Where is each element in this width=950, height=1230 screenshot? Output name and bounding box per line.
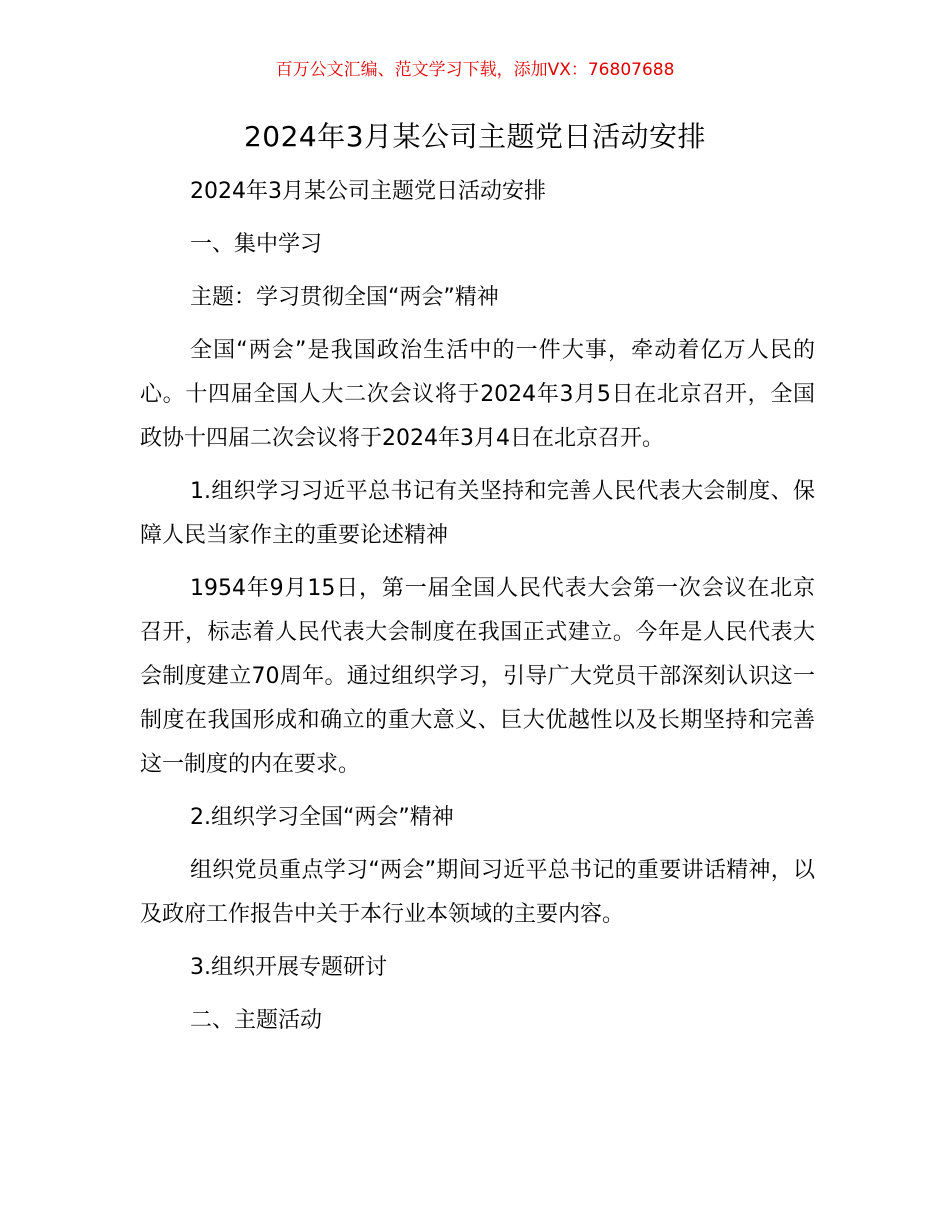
body-paragraph: 1954年9月15日，第一届全国人民代表大会第一次会议在北京召开，标志着人民代表大会制度在我国正式建立。今年是人民代表大会制度建立70周年。通过组织学习，引导广大党员干部深刻认识这一制度在我国形成和确立的重大意义、巨大优越性以及长期坚持和完善这一制度的内在要求。	[140, 576, 815, 777]
document-title: 2024年3月某公司主题党日活动安排	[243, 120, 707, 153]
theme-paragraph: 主题：学习贯彻全国“两会”精神	[190, 285, 499, 310]
section-heading-2: 二、主题活动	[190, 1008, 323, 1033]
header-watermark-note: 百万公文汇编、范文学习下载，添加VX：76807688	[275, 60, 675, 80]
body-paragraph: 组织党员重点学习“两会”期间习近平总书记的重要讲话精神，以及政府工作报告中关于本行业本领域的主要内容。	[140, 858, 815, 927]
subtitle-paragraph: 2024年3月某公司主题党日活动安排	[190, 179, 546, 204]
item-heading-1: 1.组织学习习近平总书记有关坚持和完善人民代表大会制度、保障人民当家作主的重要论述精神	[140, 479, 815, 548]
document-body	[140, 170, 815, 1052]
item-heading-2: 2.组织学习全国“两会”精神	[190, 805, 454, 830]
body-paragraph: 全国“两会”是我国政治生活中的一件大事，牵动着亿万人民的心。十四届全国人大二次会议将于2024年3月5日在北京召开，全国政协十四届二次会议将于2024年3月4日在北京召开。	[140, 338, 816, 451]
item-heading-3: 3.组织开展专题研讨	[190, 955, 387, 980]
section-heading-1: 一、集中学习	[190, 232, 323, 257]
